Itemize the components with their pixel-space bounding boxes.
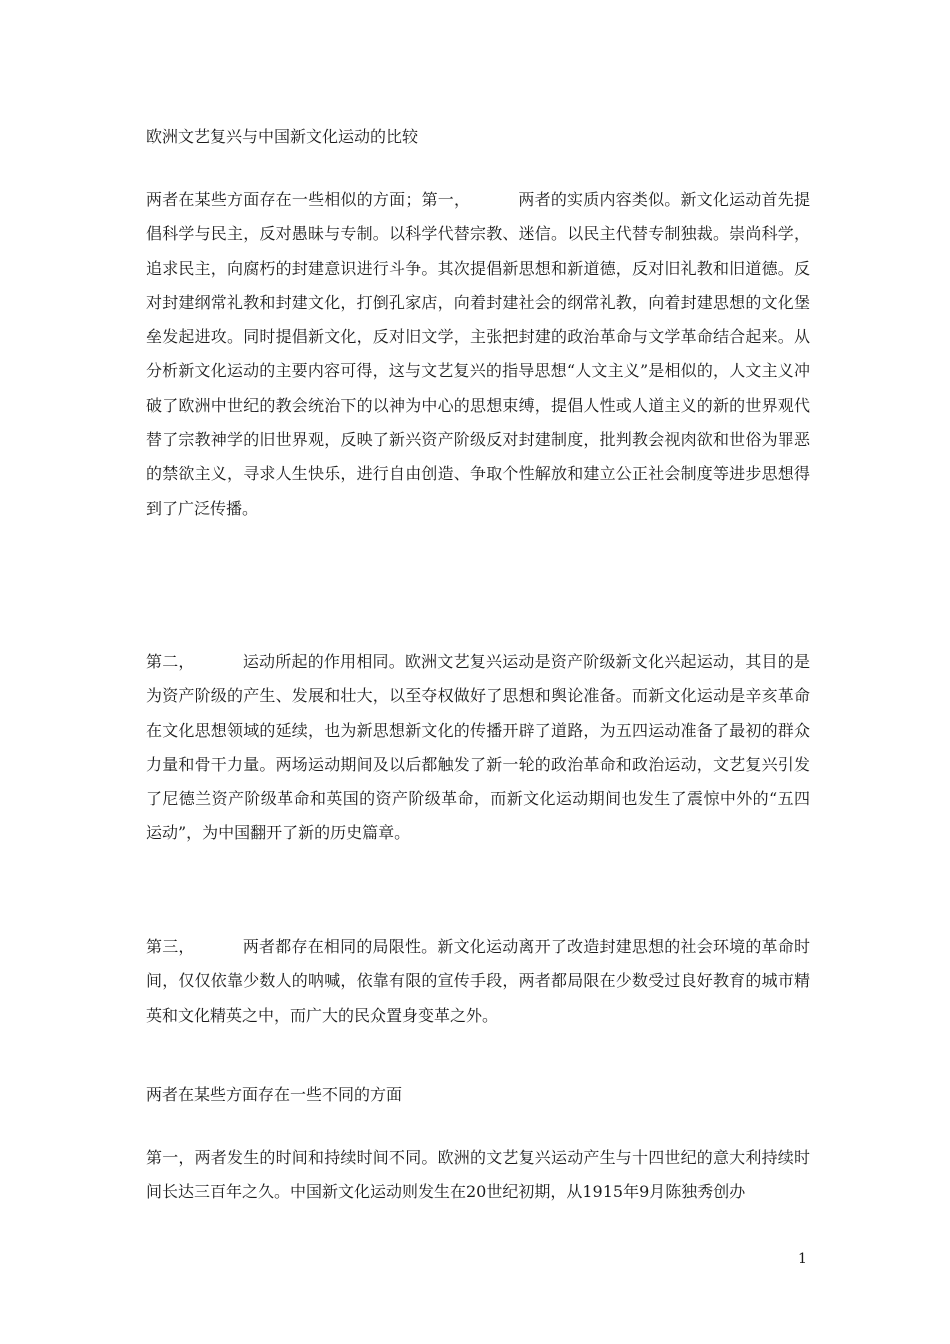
page-number: 1	[798, 1251, 807, 1267]
paragraph-similarity-third	[146, 930, 810, 1033]
paragraph-lead: 两者在某些方面存在一些相似的方面；第一，	[146, 190, 471, 209]
paragraph-similarity-second	[146, 645, 810, 851]
paragraph-body: 两者的实质内容类似。新文化运动首先提倡科学与民主，反对愚昧与专制。以科学代替宗教、迷信。以民主代替专制独裁。崇尚科学，追求民主，向腐朽的封建意识进行斗争。其次提倡新思想和新道德，反对旧礼教和旧道德。反对封建纲常礼教和封建文化，打倒孔家店，向着封建社会的纲常礼教，向着封建思想的文化堡垒发起进攻。同时提倡新文化，反对旧文学，主张把封建的政治革命与文学革命结合起来。从分析新文化运动的主要内容可得，这与文艺复兴的指导思想“人文主义”是相似的，人文主义冲破了欧洲中世纪的教会统治下的以神为中心的思想束缚，提倡人性或人道主义的新的世界观代替了宗教神学的旧世界观，反映了新兴资产阶级反对封建制度，批判教会视肉欲和世俗为罪恶的禁欲主义，寻求人生快乐，进行自由创造、争取个性解放和建立公正社会制度等进步思想得到了广泛传播。	[146, 190, 810, 518]
paragraph-similarity-first	[146, 183, 810, 526]
paragraph-lead: 第二，	[146, 652, 195, 671]
paragraph-body: 两者都存在相同的局限性。新文化运动离开了改造封建思想的社会环境的革命时间，仅仅依靠少数人的呐喊，依靠有限的宣传手段，两者都局限在少数受过良好教育的城市精英和文化精英之中，而广大的民众置身变革之外。	[146, 937, 810, 1025]
document-title: 欧洲文艺复兴与中国新文化运动的比较	[146, 127, 419, 146]
paragraph-body: 运动所起的作用相同。欧洲文艺复兴运动是资产阶级新文化兴起运动，其目的是为资产阶级的产生、发展和壮大，以至夺权做好了思想和舆论准备。而新文化运动是辛亥革命在文化思想领域的延续，也为新思想新文化的传播开辟了道路，为五四运动准备了最初的群众力量和骨干力量。两场运动期间及以后都触发了新一轮的政治革命和政治运动，文艺复兴引发了尼德兰资产阶级革命和英国的资产阶级革命，而新文化运动期间也发生了震惊中外的“五四运动”，为中国翻开了新的历史篇章。	[146, 652, 810, 843]
paragraph-lead: 第三，	[146, 937, 195, 956]
paragraph-difference-first	[146, 1141, 810, 1210]
paragraph-body: 第一，两者发生的时间和持续时间不同。欧洲的文艺复兴运动产生与十四世纪的意大利持续时间长达三百年之久。中国新文化运动则发生在20世纪初期，从1915年9月陈独秀创办	[146, 1148, 810, 1202]
section-heading-differences: 两者在某些方面存在一些不同的方面	[146, 1085, 403, 1104]
